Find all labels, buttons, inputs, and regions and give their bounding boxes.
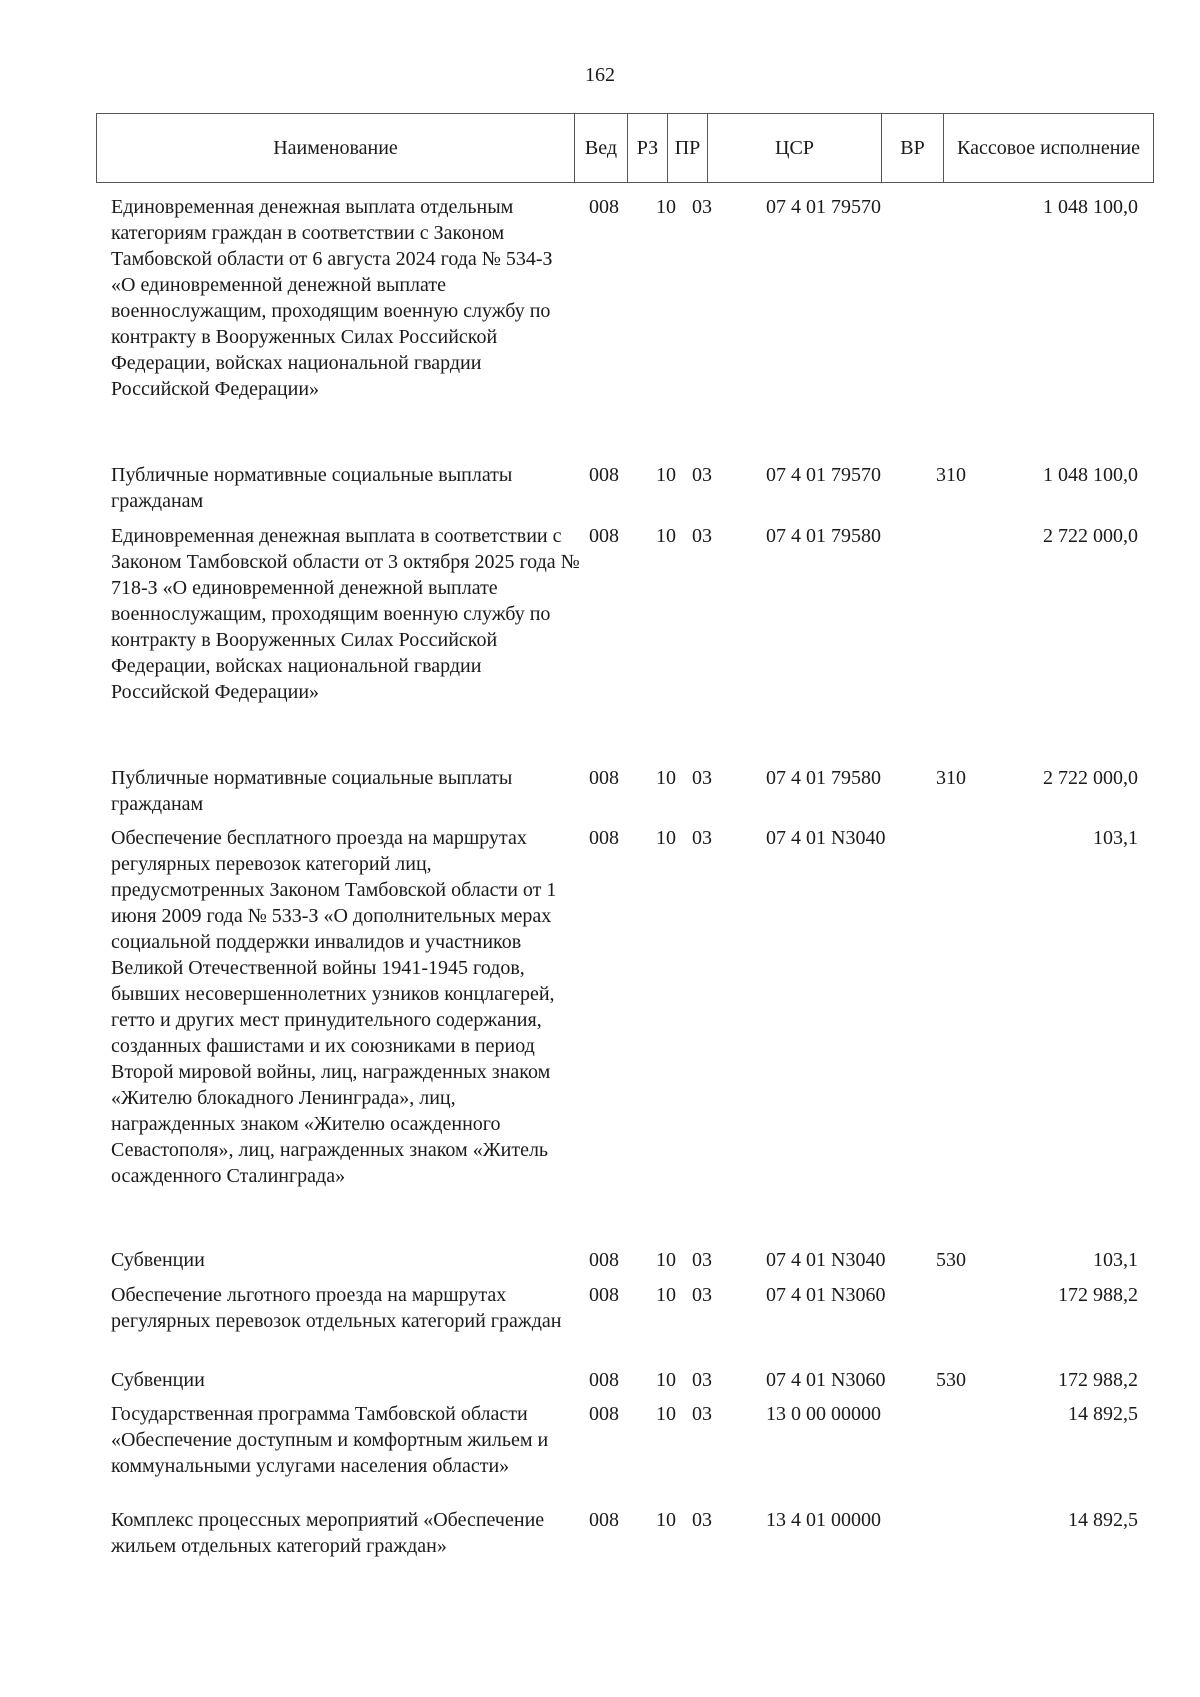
- header-csr: ЦСР: [708, 114, 882, 182]
- row-ved: 008: [589, 1369, 619, 1391]
- row-rz: 10: [656, 196, 676, 218]
- row-ved: 008: [589, 767, 619, 789]
- row-name: Единовременная денежная выплата в соответствии с Законом Тамбовской области от 3 октября 2025 года № 718-З «О единовременной денежной выплате военнослужащим, проходящим военную службу по контракту в Вооруженных Силах Российской Федерации, войсках национальной гвардии Российской Федерации»: [111, 525, 580, 703]
- header-pr: ПР: [668, 114, 708, 182]
- row-vr: 310: [936, 464, 966, 486]
- row-pr: 03: [692, 1369, 712, 1391]
- row-name: Государственная программа Тамбовской области «Обеспечение доступным и комфортным жильем и коммунальными услугами населения области»: [111, 1403, 549, 1477]
- row-rz: 10: [656, 525, 676, 547]
- row-csr: 07 4 01 79570: [766, 196, 881, 218]
- row-csr: 07 4 01 N3060: [766, 1369, 886, 1391]
- row-pr: 03: [692, 525, 712, 547]
- row-csr: 07 4 01 N3060: [766, 1284, 886, 1306]
- header-vr: ВР: [882, 114, 944, 182]
- header-cash-execution: Кассовое исполнение: [957, 136, 1140, 159]
- row-name: Субвенции: [111, 1249, 205, 1271]
- row-vr: 530: [936, 1249, 966, 1271]
- table-header: [96, 113, 1154, 183]
- row-sum: 172 988,2: [1058, 1284, 1138, 1306]
- row-ved: 008: [589, 827, 619, 849]
- row-name: Субвенции: [111, 1369, 205, 1391]
- row-name: Публичные нормативные социальные выплаты гражданам: [111, 464, 513, 512]
- row-rz: 10: [656, 827, 676, 849]
- row-ved: 008: [589, 525, 619, 547]
- header-name: Наименование: [97, 114, 575, 182]
- row-pr: 03: [692, 1509, 712, 1531]
- row-sum: 2 722 000,0: [1043, 767, 1138, 789]
- row-csr: 07 4 01 79580: [766, 525, 881, 547]
- row-sum: 103,1: [1093, 1249, 1138, 1271]
- row-ved: 008: [589, 464, 619, 486]
- row-ved: 008: [589, 1509, 619, 1531]
- row-csr: 07 4 01 N3040: [766, 1249, 886, 1271]
- row-name: Комплекс процессных мероприятий «Обеспечение жильем отдельных категорий граждан»: [111, 1509, 545, 1557]
- row-sum: 14 892,5: [1068, 1403, 1138, 1425]
- row-csr: 07 4 01 79580: [766, 767, 881, 789]
- row-name: Единовременная денежная выплата отдельным категориям граждан в соответствии с Законом Тамбовской области от 6 августа 2024 года № 534-З «О единовременной денежной выплате военнослужащим, проходящим военную службу по контракту в Вооруженных Силах Российской Федерации, войсках национальной гвардии Российской Федерации»: [111, 196, 553, 400]
- page-number: 162: [585, 64, 615, 86]
- row-sum: 103,1: [1093, 827, 1138, 849]
- row-name: Обеспечение льготного проезда на маршрутах регулярных перевозок отдельных категорий граждан: [111, 1284, 562, 1332]
- row-name: Обеспечение бесплатного проезда на маршрутах регулярных перевозок категорий лиц, предусмотренных Законом Тамбовской области от 1 июня 2009 года № 533-З «О дополнительных мерах социальной поддержки инвалидов и участников Великой Отечественной войны 1941-1945 годов, бывших несовершеннолетних узников концлагерей, гетто и других мест принудительного содержания, созданных фашистами и их союзниками в период Второй мировой войны, лиц, награжденных знаком «Жителю блокадного Ленинграда», лиц, награжденных знаком «Жителю осажденного Севастополя», лиц, награжденных знаком «Житель осажденного Сталинграда»: [111, 827, 557, 1187]
- row-pr: 03: [692, 1403, 712, 1425]
- row-rz: 10: [656, 1284, 676, 1306]
- row-rz: 10: [656, 1509, 676, 1531]
- row-ved: 008: [589, 1284, 619, 1306]
- row-pr: 03: [692, 767, 712, 789]
- row-vr: 530: [936, 1369, 966, 1391]
- header-ved: Вед: [575, 114, 628, 182]
- row-csr: 07 4 01 79570: [766, 464, 881, 486]
- row-pr: 03: [692, 1249, 712, 1271]
- row-pr: 03: [692, 464, 712, 486]
- row-pr: 03: [692, 827, 712, 849]
- row-rz: 10: [656, 1403, 676, 1425]
- row-rz: 10: [656, 464, 676, 486]
- row-csr: 13 0 00 00000: [766, 1403, 881, 1425]
- row-rz: 10: [656, 767, 676, 789]
- row-name: Публичные нормативные социальные выплаты гражданам: [111, 767, 513, 815]
- header-rz: РЗ: [628, 114, 668, 182]
- row-sum: 1 048 100,0: [1043, 464, 1138, 486]
- row-ved: 008: [589, 196, 619, 218]
- row-rz: 10: [656, 1369, 676, 1391]
- row-sum: 2 722 000,0: [1043, 525, 1138, 547]
- row-ved: 008: [589, 1403, 619, 1425]
- row-sum: 172 988,2: [1058, 1369, 1138, 1391]
- row-sum: 1 048 100,0: [1043, 196, 1138, 218]
- row-pr: 03: [692, 196, 712, 218]
- row-csr: 13 4 01 00000: [766, 1509, 881, 1531]
- row-csr: 07 4 01 N3040: [766, 827, 886, 849]
- row-sum: 14 892,5: [1068, 1509, 1138, 1531]
- row-vr: 310: [936, 767, 966, 789]
- row-pr: 03: [692, 1284, 712, 1306]
- row-ved: 008: [589, 1249, 619, 1271]
- row-rz: 10: [656, 1249, 676, 1271]
